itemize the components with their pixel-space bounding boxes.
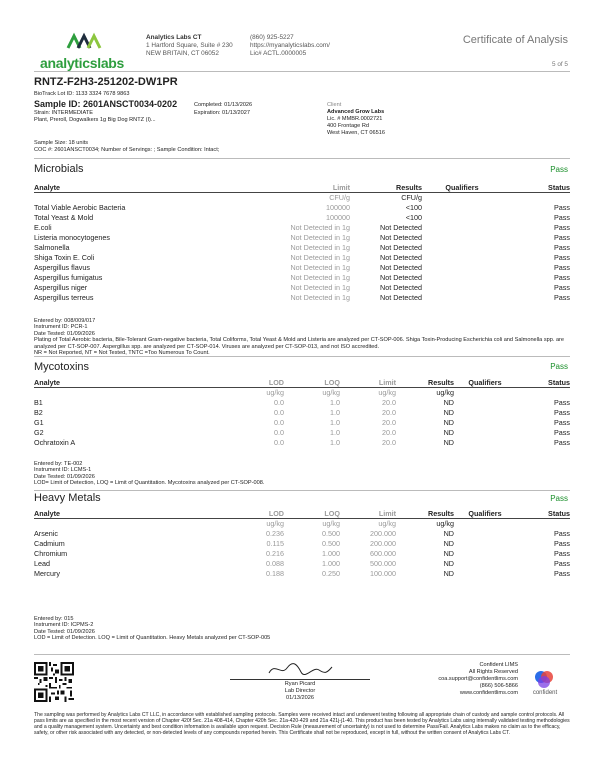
limit-cell: 20.0	[382, 418, 396, 427]
result-cell: <100	[405, 203, 422, 212]
confident-phone: (866) 506-5866	[479, 683, 518, 689]
confident-name: Confident LIMS	[479, 662, 518, 668]
micro-entered-by: Entered by: 008/009/017	[34, 318, 96, 324]
sample-id: Sample ID: 2601ANSCT0034-0202	[34, 99, 178, 109]
col-loq: LOQ	[284, 509, 340, 519]
col-status: Status	[516, 378, 570, 388]
units-row	[34, 193, 570, 204]
lod-cell: 0.0	[274, 438, 284, 447]
analyte-cell: Aspergillus flavus	[34, 263, 90, 272]
biotrack-lot: BioTrack Lot ID: 1133 3324 7678 9863	[34, 91, 130, 97]
lod-unit: ug/kg	[266, 519, 284, 528]
lab-contact	[250, 34, 330, 58]
analyte-cell: Chromium	[34, 549, 68, 558]
page-number: 5 of 5	[552, 61, 568, 68]
col-limit: Limit	[340, 378, 396, 388]
lab-website[interactable]: https://myanalyticslabs.com/	[250, 42, 330, 49]
status-cell: Pass	[554, 243, 570, 252]
col-lod: LOD	[234, 378, 284, 388]
lod-cell: 0.236	[266, 529, 284, 538]
analyte-cell: Shiga Toxin E. Coli	[34, 253, 95, 262]
lab-info	[146, 34, 233, 58]
limit-unit: ug/kg	[378, 388, 396, 397]
signature	[265, 660, 335, 678]
status-cell: Pass	[554, 428, 570, 437]
result-unit: ug/kg	[436, 388, 454, 397]
section-divider	[34, 490, 570, 491]
status-cell: Pass	[554, 293, 570, 302]
lod-cell: 0.0	[274, 428, 284, 437]
result-cell: ND	[443, 428, 454, 437]
qualifier-cell	[422, 223, 502, 233]
limit-cell: 100.000	[370, 569, 396, 578]
analyte-cell: Cadmium	[34, 539, 65, 548]
limit-cell: 20.0	[382, 398, 396, 407]
mycotoxins-notes	[34, 461, 570, 487]
table-row	[34, 233, 570, 243]
table-row	[34, 438, 570, 448]
section-divider	[34, 158, 570, 159]
col-status: Status	[516, 509, 570, 519]
table-row	[34, 273, 570, 283]
qualifier-cell	[454, 428, 516, 438]
limit-unit: CFU/g	[329, 193, 350, 202]
result-cell: ND	[443, 398, 454, 407]
confident-block	[410, 662, 518, 697]
result-cell: ND	[443, 529, 454, 538]
analyte-cell: Total Viable Aerobic Bacteria	[34, 203, 126, 212]
analyte-cell: E.coli	[34, 223, 52, 232]
lab-address-line1: 1 Hartford Square, Suite # 230	[146, 42, 233, 49]
result-cell: ND	[443, 438, 454, 447]
result-cell: ND	[443, 549, 454, 558]
result-cell: ND	[443, 559, 454, 568]
lod-unit: ug/kg	[266, 388, 284, 397]
analyte-cell: Arsenic	[34, 529, 58, 538]
loq-cell: 0.500	[322, 529, 340, 538]
limit-unit: ug/kg	[378, 519, 396, 528]
signature-scribble-icon	[265, 660, 335, 678]
client-license: Lic. # MMBR.0002721	[327, 116, 383, 122]
status-cell: Pass	[554, 418, 570, 427]
confident-logo-text: confident	[532, 690, 558, 696]
qualifier-cell	[422, 293, 502, 303]
table-row	[34, 213, 570, 223]
limit-cell: 600.000	[370, 549, 396, 558]
col-qualifiers: Qualifiers	[454, 509, 516, 519]
coc-line: COC #: 2601ANSCT0034; Number of Servings: ; Sample Condition: Intact;	[34, 147, 220, 153]
heavy-metals-table	[34, 509, 570, 579]
lod-cell: 0.216	[266, 549, 284, 558]
qualifier-cell	[422, 203, 502, 213]
section-divider	[34, 654, 570, 655]
table-row	[34, 243, 570, 253]
status-cell: Pass	[554, 539, 570, 548]
disclaimer: The sampling was performed by Analytics Labs CT LLC, in accordance with established sampling protocols. Samples were received intact and underwent testing following all appropriate chain of custody and sample control protocols. All pass limits are as specified in the most recent version of Chapter 420f Sec. 21a 408-414, Chapter 420h Sec. 21a-420-429 and 21a 421j-j1-40. This product has been tested by Analytics Labs using internally validated testing methodologies and a quality management system. Uncertainty and best condition information is available upon request. Decision Rule (measurement of uncertainty) is not used to determine Pass/Fail. Analytics Labs makes no claim as to the efficacy, safety, or other risk associated with any detected, or non-detected levels of any compounds reported herein. This Certificate shall not be reproduced, except in full, without the written consent of Analytics Labs CT.	[34, 712, 570, 736]
limit-cell: 20.0	[382, 408, 396, 417]
result-cell: ND	[443, 569, 454, 578]
table-row	[34, 203, 570, 213]
analyte-cell: Aspergillus terreus	[34, 293, 94, 302]
signer-name: Ryan Picard	[284, 681, 316, 687]
result-cell: <100	[405, 213, 422, 222]
microbials-notes	[34, 318, 570, 356]
analyte-cell: Ochratoxin A	[34, 438, 76, 447]
myco-instrument: Instrument ID: LCMS-1	[34, 467, 92, 474]
analyte-cell: Lead	[34, 559, 50, 568]
qualifier-cell	[454, 539, 516, 549]
lab-license: Lic# ACTL.0000005	[250, 50, 307, 57]
analyte-cell: B1	[34, 398, 43, 407]
result-cell: Not Detected	[380, 273, 422, 282]
qualifier-cell	[454, 549, 516, 559]
analyte-cell: B2	[34, 408, 43, 417]
qualifier-cell	[422, 283, 502, 293]
limit-cell: 20.0	[382, 428, 396, 437]
col-analyte: Analyte	[34, 183, 220, 193]
analyte-cell: Salmonella	[34, 243, 70, 252]
lod-cell: 0.0	[274, 408, 284, 417]
units-row	[34, 388, 570, 399]
table-row	[34, 398, 570, 408]
lod-cell: 0.0	[274, 418, 284, 427]
logo-text: analyticslabs	[40, 55, 125, 71]
col-qualifiers: Qualifiers	[422, 183, 502, 193]
limit-cell: 100000	[326, 203, 350, 212]
confident-logo-icon	[533, 668, 555, 690]
loq-cell: 1.000	[322, 549, 340, 558]
limit-cell: Not Detected in 1g	[290, 233, 350, 242]
qualifier-cell	[422, 243, 502, 253]
document-title: Certificate of Analysis	[462, 34, 568, 46]
micro-date-tested: Date Tested: 01/09/2026	[34, 330, 95, 337]
limit-cell: 200.000	[370, 539, 396, 548]
result-cell: Not Detected	[380, 243, 422, 252]
analyte-cell: Total Yeast & Mold	[34, 213, 94, 222]
confident-email[interactable]: coa.support@confidentlims.com	[438, 676, 518, 682]
result-cell: Not Detected	[380, 253, 422, 262]
status-cell: Pass	[554, 233, 570, 242]
limit-cell: Not Detected in 1g	[290, 253, 350, 262]
table-row	[34, 569, 570, 579]
col-results: Results	[396, 378, 454, 388]
lab-phone: (860) 925-5227	[250, 34, 294, 41]
section-divider	[34, 356, 570, 357]
table-row	[34, 418, 570, 428]
col-analyte: Analyte	[34, 378, 234, 388]
limit-cell: Not Detected in 1g	[290, 293, 350, 302]
status-cell: Pass	[554, 213, 570, 222]
signer-title: Lab Director	[284, 688, 316, 694]
status-cell: Pass	[554, 408, 570, 417]
limit-cell: Not Detected in 1g	[290, 243, 350, 252]
loq-cell: 0.500	[322, 539, 340, 548]
signature-line	[230, 679, 370, 680]
qualifier-cell	[422, 263, 502, 273]
status-cell: Pass	[554, 559, 570, 568]
table-row	[34, 263, 570, 273]
client-name: Advanced Grow Labs	[327, 109, 385, 115]
client-block	[327, 102, 385, 137]
heavy-metals-title: Heavy Metals	[34, 492, 101, 504]
confident-logo	[525, 668, 565, 696]
result-cell: Not Detected	[380, 223, 422, 232]
col-analyte: Analyte	[34, 509, 234, 519]
signer-date: 01/13/2026	[286, 695, 314, 701]
limit-cell: 100000	[326, 213, 350, 222]
result-cell: Not Detected	[380, 293, 422, 302]
table-row	[34, 283, 570, 293]
col-qualifiers: Qualifiers	[454, 378, 516, 388]
qualifier-cell	[454, 559, 516, 569]
status-cell: Pass	[554, 263, 570, 272]
limit-cell: Not Detected in 1g	[290, 223, 350, 232]
table-header-row	[34, 378, 570, 388]
col-limit: Limit	[340, 509, 396, 519]
result-cell: Not Detected	[380, 283, 422, 292]
completed-date: Completed: 01/13/2026	[194, 102, 253, 108]
table-row	[34, 559, 570, 569]
batch-id: RNTZ-F2H3-251202-DW1PR	[34, 76, 178, 88]
microbials-title: Microbials	[34, 163, 84, 175]
qualifier-cell	[454, 418, 516, 428]
strain: Strain: INTERMEDIATE	[34, 110, 93, 116]
loq-cell: 1.0	[330, 398, 340, 407]
status-cell: Pass	[554, 438, 570, 447]
heavy-metals-pass: Pass	[550, 494, 568, 503]
limit-cell: 500.000	[370, 559, 396, 568]
col-loq: LOQ	[284, 378, 340, 388]
table-row	[34, 539, 570, 549]
table-header-row	[34, 509, 570, 519]
qualifier-cell	[454, 408, 516, 418]
myco-method-note: LOD= Limit of Detection, LOQ = Limit of Quantitation. Mycotoxins analyzed per CT-SOP-008.	[34, 480, 265, 487]
loq-cell: 1.0	[330, 428, 340, 437]
status-cell: Pass	[554, 549, 570, 558]
analyte-cell: G1	[34, 418, 44, 427]
client-address1: 400 Frontage Rd	[327, 123, 369, 129]
result-cell: Not Detected	[380, 263, 422, 272]
myco-date-tested: Date Tested: 01/09/2026	[34, 473, 95, 480]
client-label: Client	[327, 102, 342, 108]
logo-mark-icon	[40, 32, 132, 52]
qualifier-cell	[422, 213, 502, 223]
product-name: Plant, Preroll, Dogwalkers 1g Big Dog RNTZ (I)...	[34, 117, 156, 123]
table-header-row	[34, 183, 570, 193]
table-row	[34, 223, 570, 233]
microbials-table	[34, 183, 570, 303]
result-cell: ND	[443, 539, 454, 548]
lab-logo	[40, 32, 132, 71]
status-cell: Pass	[554, 223, 570, 232]
confident-site[interactable]: www.confidentlims.com	[459, 690, 518, 696]
loq-cell: 1.0	[330, 418, 340, 427]
loq-unit: ug/kg	[322, 519, 340, 528]
status-cell: Pass	[554, 283, 570, 292]
mycotoxins-table	[34, 378, 570, 448]
qualifier-cell	[454, 569, 516, 579]
micro-instrument: Instrument ID: PCR-1	[34, 324, 88, 331]
result-cell: Not Detected	[380, 233, 422, 242]
loq-cell: 1.0	[330, 408, 340, 417]
limit-cell: 20.0	[382, 438, 396, 447]
result-unit: CFU/g	[401, 193, 422, 202]
qualifier-cell	[454, 529, 516, 539]
lod-cell: 0.115	[266, 539, 284, 548]
qualifier-cell	[454, 398, 516, 408]
status-cell: Pass	[554, 398, 570, 407]
status-cell: Pass	[554, 529, 570, 538]
analyte-cell: Mercury	[34, 569, 60, 578]
loq-cell: 1.0	[330, 438, 340, 447]
analyte-cell: Aspergillus niger	[34, 283, 88, 292]
lab-name: Analytics Labs CT	[146, 34, 202, 41]
limit-cell: Not Detected in 1g	[290, 283, 350, 292]
metal-method-note: LOD = Limit of Detection. LOQ = Limit of Quantitation. Heavy Metals analyzed per CT-SOP-005	[34, 635, 271, 642]
signer-block	[230, 681, 370, 702]
heavy-metals-notes	[34, 616, 570, 642]
col-limit: Limit	[220, 183, 350, 193]
mycotoxins-title: Mycotoxins	[34, 361, 90, 373]
analyte-cell: Listeria monocytogenes	[34, 233, 110, 242]
confident-rights: All Rights Reserved	[468, 669, 518, 675]
loq-cell: 0.250	[322, 569, 340, 578]
table-row	[34, 549, 570, 559]
mycotoxins-pass: Pass	[550, 362, 568, 371]
expiration-date: Expiration: 01/13/2027	[194, 110, 250, 116]
header-divider	[34, 71, 570, 72]
loq-cell: 1.000	[322, 559, 340, 568]
microbials-pass: Pass	[550, 165, 568, 174]
units-row	[34, 519, 570, 530]
lod-cell: 0.188	[266, 569, 284, 578]
analyte-cell: G2	[34, 428, 44, 437]
metal-instrument: Instrument ID: ICPMS-2	[34, 622, 94, 629]
result-unit: ug/kg	[436, 519, 454, 528]
qualifier-cell	[422, 233, 502, 243]
analyte-cell: Aspergillus fumigatus	[34, 273, 103, 282]
table-row	[34, 408, 570, 418]
lod-cell: 0.0	[274, 398, 284, 407]
qualifier-cell	[422, 273, 502, 283]
client-address2: West Haven, CT 06516	[327, 130, 385, 136]
qualifier-cell	[454, 438, 516, 448]
col-results: Results	[396, 509, 454, 519]
qr-code-icon[interactable]	[34, 662, 74, 702]
sample-size: Sample Size: 18 units	[34, 140, 89, 146]
myco-entered-by: Entered by: TE-002	[34, 461, 83, 467]
lod-cell: 0.088	[266, 559, 284, 568]
status-cell: Pass	[554, 569, 570, 578]
loq-unit: ug/kg	[322, 388, 340, 397]
table-row	[34, 293, 570, 303]
table-row	[34, 253, 570, 263]
micro-method-note: Plating of Total Aerobic bacteria, Bile-Tolerant Gram-negative bacteria, Total Coliforms, Total Yeast & Mold and Listeria are analyzed per CT-SOP-006. Shiga Toxin-Producing Escherichia coli and Salmonella spp. are analyzed per CT-SOP-007. Aspergillus spp. are analyzed per CT-SOP-014. Viruses are analyzed per CT-SOP-013, and not ISO accredited.	[34, 337, 565, 350]
result-cell: ND	[443, 408, 454, 417]
status-cell: Pass	[554, 273, 570, 282]
qualifier-cell	[422, 253, 502, 263]
col-lod: LOD	[234, 509, 284, 519]
status-cell: Pass	[554, 253, 570, 262]
table-row	[34, 428, 570, 438]
col-results: Results	[350, 183, 422, 193]
limit-cell: Not Detected in 1g	[290, 273, 350, 282]
metal-date-tested: Date Tested: 01/09/2026	[34, 628, 95, 635]
metal-entered-by: Entered by: 015	[34, 616, 74, 622]
limit-cell: 200.000	[370, 529, 396, 538]
status-cell: Pass	[554, 203, 570, 212]
table-row	[34, 529, 570, 539]
lab-address-line2: NEW BRITAIN, CT 06052	[146, 50, 219, 57]
micro-abbrev-note: NR = Not Reported, NT = Not Tested, TNTC =Too Numerous To Count.	[34, 350, 210, 357]
limit-cell: Not Detected in 1g	[290, 263, 350, 272]
col-status: Status	[502, 183, 570, 193]
result-cell: ND	[443, 418, 454, 427]
